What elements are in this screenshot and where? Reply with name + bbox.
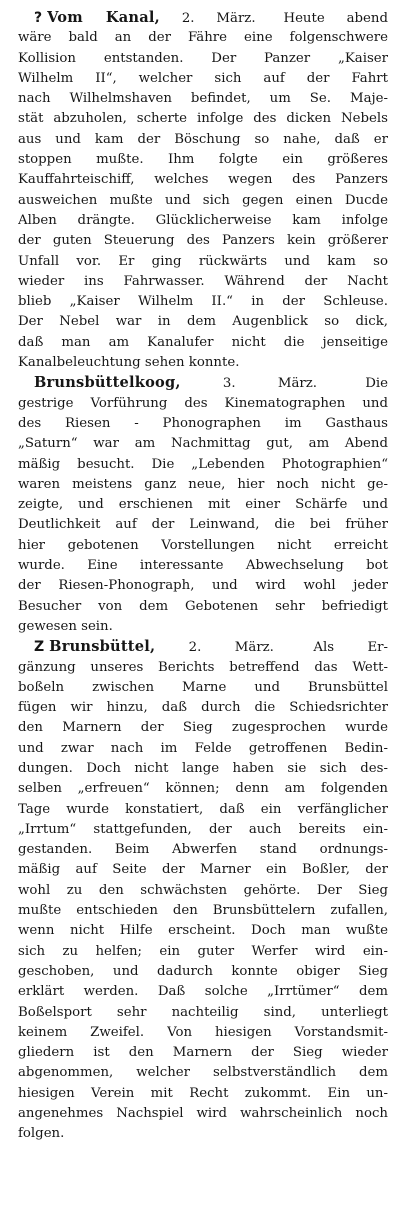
article-text-line: [18, 69, 388, 89]
article-text-line: [18, 455, 388, 475]
line-text: hiesigen Verein mit Recht zukommt. Ein un-: [18, 1085, 388, 1101]
line-text: wurde. Eine interessante Abwechselung bot: [18, 558, 388, 574]
article-text-line: [18, 394, 388, 414]
article-date: 3. März.: [222, 376, 317, 392]
article-heading: Brunsbüttelkoog,: [34, 374, 181, 392]
correspondent-mark: Z: [34, 639, 45, 656]
article-text-line: [18, 252, 388, 272]
line-text: geschoben, und dadurch konnte obiger Sieg: [18, 963, 388, 979]
article: [18, 373, 388, 637]
line-text: boßeln zwischen Marne und Brunsbüttel: [18, 679, 388, 695]
line-text: mäßig besucht. Die „Lebenden Photographien“: [18, 456, 388, 472]
article-text-line: [18, 515, 388, 535]
article: [18, 637, 388, 1144]
article-text-line: [18, 89, 388, 109]
article-text-line: [18, 191, 388, 211]
article-text-line: [18, 211, 388, 231]
article-date: 2. März.: [188, 640, 274, 656]
line-text: Kollision entstanden. Der Panzer „Kaiser: [18, 50, 388, 66]
article-text-line: [18, 1084, 388, 1104]
line-text: fügen wir hinzu, daß durch die Schiedsrichter: [18, 700, 388, 716]
line-text: blieb „Kaiser Wilhelm II.“ in der Schleuse.: [18, 294, 388, 310]
line-text: Der Nebel war in dem Augenblick so dick,: [18, 314, 388, 330]
article-text-line: [18, 678, 388, 698]
line-text: Tage wurde konstatiert, daß ein verfänglicher: [18, 801, 388, 817]
article-text-line: [18, 800, 388, 820]
article-text-line: [18, 109, 388, 129]
article-text-line: [18, 1104, 388, 1124]
line-text: und zwar nach im Felde getroffenen Bedin-: [18, 740, 388, 756]
article-text-line: [18, 739, 388, 759]
article-text-line: [18, 1063, 388, 1083]
article-text-line: [18, 150, 388, 170]
line-text: wäre bald an der Fähre eine folgenschwere: [18, 30, 388, 46]
line-text: der Riesen-Phonograph, und wird wohl jeder: [18, 578, 388, 594]
line-text: gewesen sein.: [18, 618, 113, 634]
article-text-line: [18, 353, 388, 373]
article-text-line: [18, 820, 388, 840]
line-text: Deutlichkeit auf der Leinwand, die bei früher: [18, 517, 388, 533]
article-text-line: [18, 597, 388, 617]
article-text-line: [18, 718, 388, 738]
article-text-line: [18, 942, 388, 962]
article-text-line: [18, 881, 388, 901]
line-text: ausweichen mußte und sich gegen einen Ducde: [18, 192, 388, 208]
article-text-line: [18, 292, 388, 312]
line-text: zeigte, und erschienen mit einer Schärfe und: [18, 497, 388, 513]
article-heading: Brunsbüttel,: [49, 638, 156, 656]
article-text-line: [18, 170, 388, 190]
article-text-line: [18, 658, 388, 678]
article-text-line: [18, 130, 388, 150]
article: [18, 8, 388, 373]
article-text-line: [18, 333, 388, 353]
line-text: mußte entschieden den Brunsbüttelern zufallen,: [18, 903, 388, 919]
line-text: der guten Steuerung des Panzers kein größerer: [18, 233, 388, 249]
line-text: „Saturn“ war am Nachmittag gut, am Abend: [18, 436, 388, 452]
line-text: wieder ins Fahrwasser. Während der Nacht: [18, 273, 388, 289]
article-text-line: [18, 272, 388, 292]
article-text-line: [18, 962, 388, 982]
line-text: „Irrtum“ stattgefunden, der auch bereits ein-: [18, 821, 388, 837]
line-text: Unfall vor. Er ging rückwärts und kam so: [18, 253, 388, 269]
line-text: Heute abend: [283, 11, 388, 26]
article-text-line: [18, 759, 388, 779]
line-text: nach Wilhelmshaven befindet, um Se. Maje-: [18, 91, 388, 107]
article-text-line: [18, 1124, 388, 1144]
article-text-line: [18, 576, 388, 596]
article-text-line: [18, 1043, 388, 1063]
line-text: wenn nicht Hilfe erscheint. Doch man wußte: [18, 923, 388, 939]
article-text-line: [18, 982, 388, 1002]
article-first-line: [18, 373, 388, 393]
line-text: stoppen mußte. Ihm folgte ein größeres: [18, 152, 388, 168]
article-text-line: [18, 49, 388, 69]
article-first-line: [18, 8, 388, 28]
line-text: hier gebotenen Vorstellungen nicht erreicht: [18, 537, 388, 553]
article-text-line: [18, 231, 388, 251]
line-text: stät abzuholen, scherte infolge des dicken Nebels: [18, 111, 388, 127]
line-text: abgenommen, welcher selbstverständlich dem: [18, 1065, 388, 1081]
line-text: folgen.: [18, 1126, 65, 1142]
line-text: daß man am Kanalufer nicht die jenseitige: [18, 334, 388, 350]
line-text: Wilhelm II“, welcher sich auf der Fahrt: [18, 70, 388, 86]
line-text: angenehmes Nachspiel wird wahrscheinlich noch: [18, 1106, 388, 1122]
article-text-line: [18, 414, 388, 434]
line-text: Besucher von dem Gebotenen sehr befriedigt: [18, 598, 388, 614]
line-text: Kauffahrteischiff, welches wegen des Panzers: [18, 172, 388, 188]
line-text: Kanalbeleuchtung sehen konnte.: [18, 355, 240, 371]
article-text-line: [18, 617, 388, 637]
article-text-line: [18, 921, 388, 941]
article-text-line: [18, 698, 388, 718]
line-text: des Riesen - Phonographen im Gasthaus: [18, 415, 388, 431]
article-text-line: [18, 860, 388, 880]
article-list: [18, 8, 388, 1145]
line-text: gestrige Vorführung des Kinematographen und: [18, 395, 388, 411]
line-text: Alben drängte. Glücklicherweise kam infolge: [18, 212, 388, 228]
article-first-line: [18, 637, 388, 657]
article-text-line: [18, 28, 388, 48]
line-text: sich zu helfen; ein guter Werfer wird ein-: [18, 943, 388, 959]
correspondent-mark: ?: [34, 10, 43, 26]
line-text: waren meistens ganz neue, hier noch nicht ge-: [18, 476, 388, 492]
article-date: 2. März.: [181, 11, 256, 26]
line-text: erklärt werden. Daß solche „Irrtümer“ dem: [18, 984, 388, 1000]
line-text: keinem Zweifel. Von hiesigen Vorstandsmit-: [18, 1024, 388, 1040]
line-text: gestanden. Beim Abwerfen stand ordnungs-: [18, 842, 388, 858]
line-text: gliedern ist den Marnern der Sieg wieder: [18, 1045, 388, 1061]
article-heading: Vom Kanal,: [47, 9, 160, 26]
line-text: den Marnern der Sieg zugesprochen wurde: [18, 720, 388, 736]
article-text-line: [18, 779, 388, 799]
line-text: gänzung unseres Berichts betreffend das Wett-: [18, 659, 388, 675]
line-text: aus und kam der Böschung so nahe, daß er: [18, 131, 388, 147]
article-text-line: [18, 434, 388, 454]
article-text-line: [18, 312, 388, 332]
article-text-line: [18, 475, 388, 495]
article-text-line: [18, 840, 388, 860]
article-text-line: [18, 495, 388, 515]
article-text-line: [18, 536, 388, 556]
line-text: mäßig auf Seite der Marner ein Boßler, der: [18, 862, 388, 878]
article-text-line: [18, 1023, 388, 1043]
article-text-line: [18, 901, 388, 921]
article-text-line: [18, 556, 388, 576]
line-text: selben „erfreuen“ können; denn am folgenden: [18, 781, 388, 797]
line-text: Die: [365, 376, 388, 392]
line-text: Boßelsport sehr nachteilig sind, unterliegt: [18, 1004, 388, 1020]
line-text: wohl zu den schwächsten gehörte. Der Sieg: [18, 882, 388, 898]
line-text: Als Er-: [313, 640, 388, 656]
article-text-line: [18, 1003, 388, 1023]
line-text: dungen. Doch nicht lange haben sie sich des-: [18, 760, 388, 776]
